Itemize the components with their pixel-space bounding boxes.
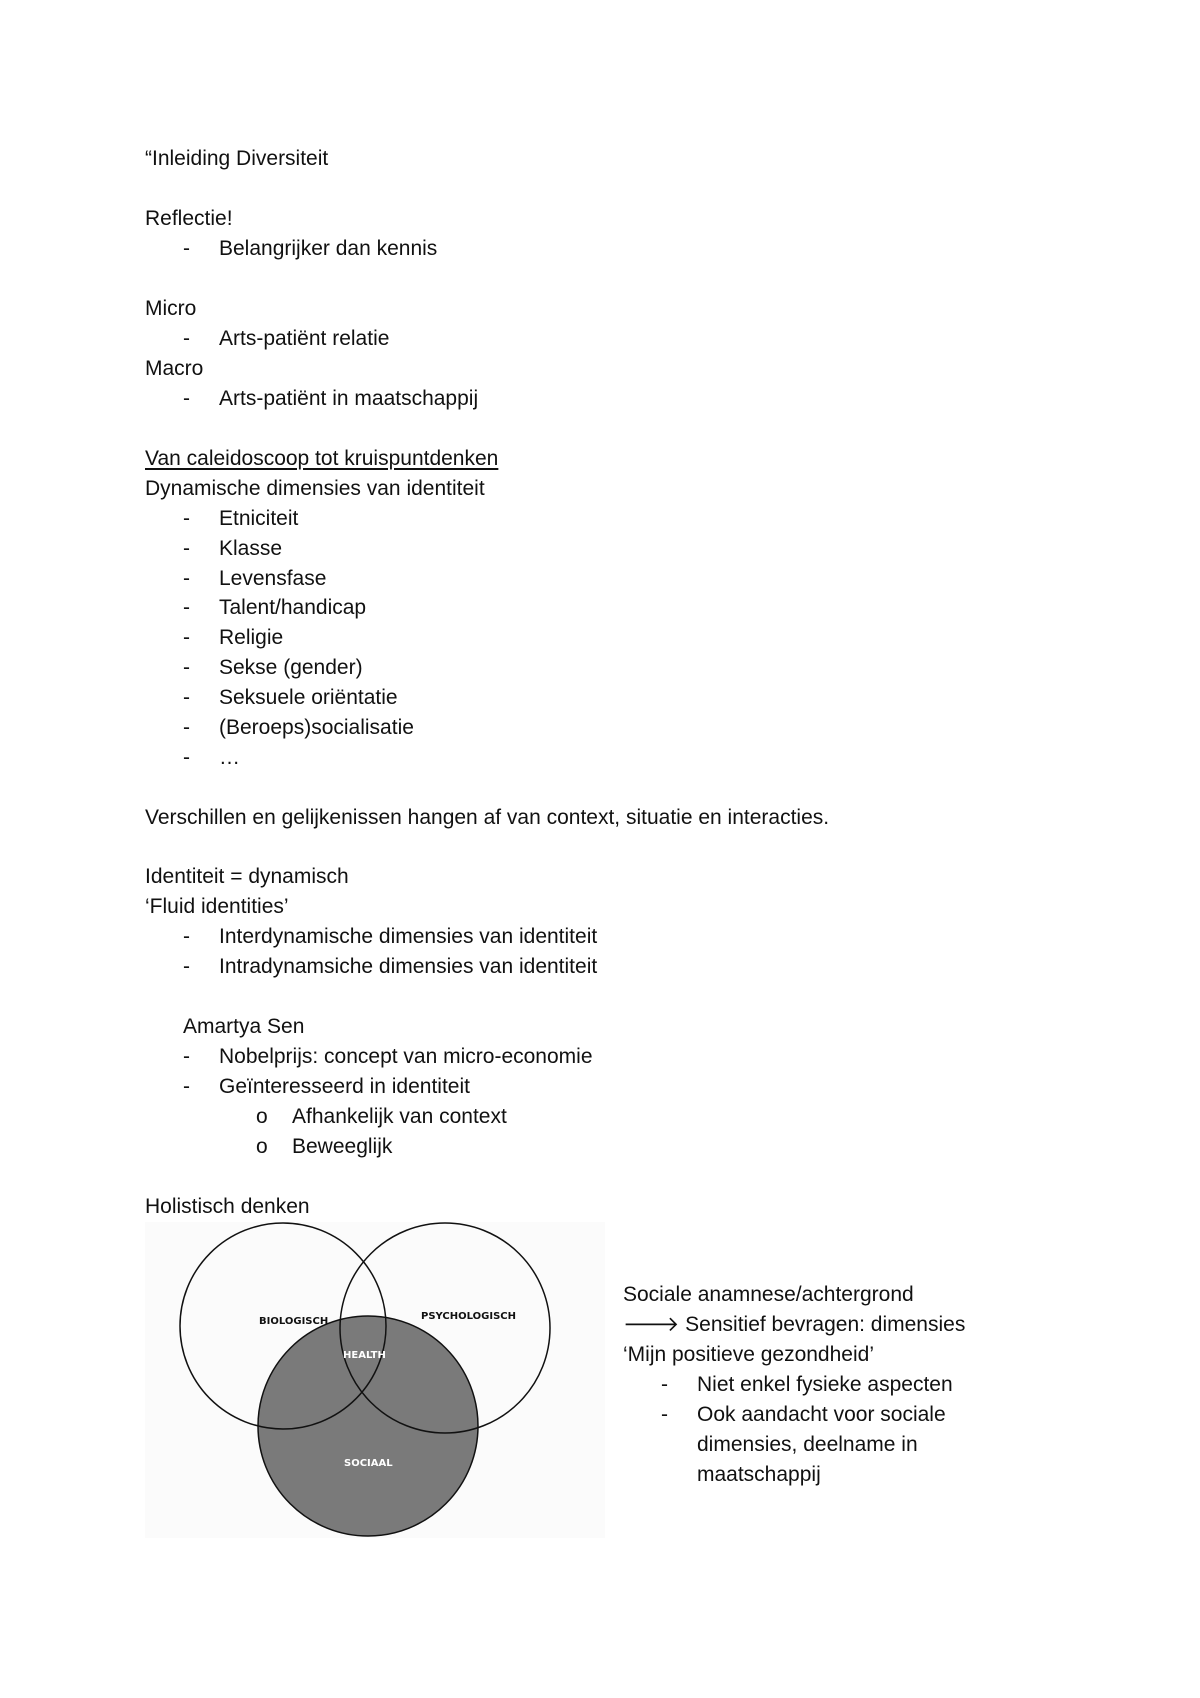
- list-item: Belangrijker dan kennis: [219, 237, 438, 260]
- venn-label-health: HEALTH: [343, 1350, 386, 1361]
- sociale-quote: ‘Mijn positieve gezondheid’: [623, 1343, 874, 1366]
- bullet-dash: -: [183, 955, 190, 978]
- venn-svg: [145, 1222, 605, 1538]
- bullet-dash: -: [661, 1403, 668, 1426]
- list-item: Arts-patiënt in maatschappij: [219, 387, 479, 410]
- arrow-text: Sensitief bevragen: dimensies: [685, 1313, 966, 1336]
- list-item: Etniciteit: [219, 507, 299, 530]
- list-item: Sekse (gender): [219, 656, 363, 679]
- bullet-dash: -: [183, 387, 190, 410]
- document-title: “Inleiding Diversiteit: [145, 147, 329, 170]
- bullet-dash: -: [183, 656, 190, 679]
- list-item: Ook aandacht voor sociale: [697, 1403, 946, 1426]
- caleidoscoop-subheading: Dynamische dimensies van identiteit: [145, 477, 485, 500]
- sub-list-item: Beweeglijk: [292, 1135, 393, 1158]
- bullet-dash: -: [183, 626, 190, 649]
- bullet-dash: -: [183, 596, 190, 619]
- bullet-dash: -: [183, 327, 190, 350]
- bullet-dash: -: [183, 1075, 190, 1098]
- bullet-dash: -: [183, 567, 190, 590]
- bullet-circle: o: [256, 1105, 268, 1128]
- venn-label-biologisch: BIOLOGISCH: [259, 1316, 329, 1327]
- bullet-circle: o: [256, 1135, 268, 1158]
- venn-circle-sociaal: [258, 1316, 478, 1536]
- sociale-heading: Sociale anamnese/achtergrond: [623, 1283, 914, 1306]
- bullet-dash: -: [183, 237, 190, 260]
- list-item: Levensfase: [219, 567, 327, 590]
- venn-label-psychologisch: PSYCHOLOGISCH: [421, 1311, 516, 1322]
- bullet-dash: -: [661, 1373, 668, 1396]
- list-item: Nobelprijs: concept van micro-economie: [219, 1045, 593, 1068]
- amartya-heading: Amartya Sen: [183, 1015, 305, 1038]
- list-item: Arts-patiënt relatie: [219, 327, 390, 350]
- reflectie-heading: Reflectie!: [145, 207, 233, 230]
- list-item: Religie: [219, 626, 284, 649]
- arrow-right-icon: 🡒: [623, 1313, 680, 1336]
- list-item-continuation: maatschappij: [697, 1463, 821, 1486]
- arrow-line: [623, 1312, 965, 1338]
- bullet-dash: -: [183, 746, 190, 769]
- holistisch-heading: Holistisch denken: [145, 1195, 310, 1218]
- verschillen-paragraph: Verschillen en gelijkenissen hangen af van context, situatie en interacties.: [145, 806, 830, 829]
- bullet-dash: -: [183, 507, 190, 530]
- list-item: Intradynamsiche dimensies van identiteit: [219, 955, 598, 978]
- venn-label-sociaal: SOCIAAL: [344, 1458, 393, 1469]
- caleidoscoop-heading: Van caleidoscoop tot kruispuntdenken: [145, 447, 499, 470]
- list-item: Interdynamische dimensies van identiteit: [219, 925, 598, 948]
- bullet-dash: -: [183, 537, 190, 560]
- list-item: Niet enkel fysieke aspecten: [697, 1373, 953, 1396]
- bullet-dash: -: [183, 716, 190, 739]
- identiteit-subheading: ‘Fluid identities’: [145, 895, 289, 918]
- list-item: Klasse: [219, 537, 283, 560]
- list-item: Talent/handicap: [219, 596, 367, 619]
- bullet-dash: -: [183, 925, 190, 948]
- macro-heading: Macro: [145, 357, 204, 380]
- list-item-continuation: dimensies, deelname in: [697, 1433, 918, 1456]
- list-item: Geïnteresseerd in identiteit: [219, 1075, 470, 1098]
- bullet-dash: -: [183, 686, 190, 709]
- bullet-dash: -: [183, 1045, 190, 1068]
- sub-list-item: Afhankelijk van context: [292, 1105, 507, 1128]
- venn-diagram: [145, 1222, 605, 1538]
- list-item: …: [219, 746, 240, 769]
- micro-heading: Micro: [145, 297, 197, 320]
- identiteit-heading: Identiteit = dynamisch: [145, 865, 349, 888]
- list-item: (Beroeps)socialisatie: [219, 716, 414, 739]
- list-item: Seksuele oriëntatie: [219, 686, 398, 709]
